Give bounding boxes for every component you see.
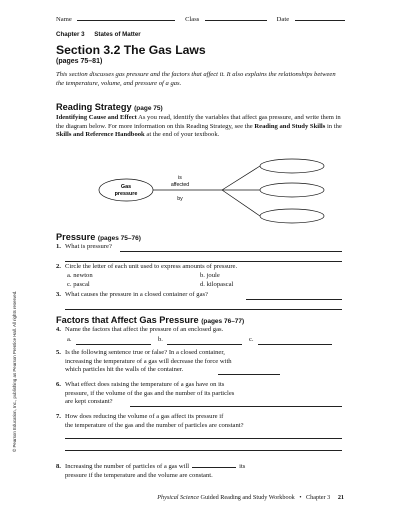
question-1 xyxy=(56,243,112,252)
question-3-answer-line[interactable] xyxy=(246,299,342,300)
question-6-line-3: are kept constant? xyxy=(65,398,113,406)
branch-line-bottom xyxy=(222,190,260,216)
footer-page-number: 21 xyxy=(337,494,344,501)
pressure-heading xyxy=(56,232,141,242)
date-field[interactable] xyxy=(295,14,345,21)
question-6-answer-line[interactable] xyxy=(130,406,342,407)
question-8-line-2: pressure if the temperature and the volume are constant. xyxy=(65,471,213,479)
name-field[interactable] xyxy=(77,14,175,21)
reading-strategy-title: Reading Strategy xyxy=(56,102,132,112)
question-1-answer-line-2[interactable] xyxy=(65,261,342,262)
question-3-answer-line-2[interactable] xyxy=(65,309,342,310)
question-6-line-1: What effect does raising the temperature of a gas have on its xyxy=(65,381,225,388)
question-5-answer-line[interactable] xyxy=(218,374,280,375)
reading-strategy-heading xyxy=(56,102,163,112)
question-2 xyxy=(56,263,237,272)
reading-strategy-text-2: in the xyxy=(326,122,342,130)
arrow-label-is: is xyxy=(178,175,182,181)
question-5-number: 5. xyxy=(56,349,61,356)
date-label: Date xyxy=(276,16,290,23)
question-4-blank-a-label: a. xyxy=(67,336,72,343)
reading-strategy-text xyxy=(56,114,343,140)
question-2-option-d[interactable]: d. kilopascal xyxy=(200,281,234,288)
cause-effect-diagram xyxy=(56,158,356,230)
effect-oval-top[interactable] xyxy=(260,159,324,173)
question-1-text: What is pressure? xyxy=(65,243,112,250)
section-pages: (pages 75–81) xyxy=(56,58,103,65)
question-5-line-3: which particles hit the walls of the container. xyxy=(65,366,184,374)
question-7-answer-line-1[interactable] xyxy=(65,438,342,439)
reading-strategy-text-1: As you read, identify the variables that affect gas pressure, and write them in the diagram below. For more information on this Reading Strategy, see the xyxy=(56,114,341,130)
footer-chapter: Chapter 3 xyxy=(306,494,331,501)
factors-pages: (pages 76–77) xyxy=(201,318,245,325)
question-7-number: 7. xyxy=(56,413,61,420)
arrow-label-by: by xyxy=(177,196,183,202)
question-7-line-1: How does reducing the volume of a gas affect its pressure if xyxy=(65,413,224,420)
question-4-blank-c[interactable] xyxy=(258,344,332,345)
question-7-answer-line-2[interactable] xyxy=(65,450,342,451)
question-2-option-c[interactable]: c. pascal xyxy=(67,281,90,288)
arrow-label-affected: affected xyxy=(170,182,190,188)
question-4 xyxy=(56,326,223,335)
copyright-sidebar: © Pearson Education, Inc., publishing as Pearson Prentice Hall. All rights reserved. xyxy=(12,290,17,452)
pressure-pages: (pages 75–76) xyxy=(97,235,141,242)
question-8-blank[interactable] xyxy=(192,461,236,468)
reading-strategy-bold-end: Skills and Reference Handbook xyxy=(56,131,145,139)
footer-book: Physical Science xyxy=(157,494,199,501)
question-4-blank-c-label: c. xyxy=(249,336,254,343)
reading-strategy-text-3: at the end of your textbook. xyxy=(146,131,220,139)
reading-strategy-lead: Identifying Cause and Effect xyxy=(56,114,137,121)
question-3 xyxy=(56,291,208,300)
question-7-line-2: the temperature of the gas and the number of particles are constant? xyxy=(65,421,244,429)
chapter-heading xyxy=(56,31,141,38)
question-8 xyxy=(56,461,245,480)
question-5-line-2: increasing the temperature of a gas will decrease the force with xyxy=(65,357,232,365)
effect-oval-middle[interactable] xyxy=(260,183,324,197)
question-2-option-b[interactable]: b. joule xyxy=(200,272,220,279)
question-4-text: Name the factors that affect the pressure of an enclosed gas. xyxy=(65,326,224,333)
reading-strategy-pages: (page 75) xyxy=(134,105,163,112)
question-4-blank-b[interactable] xyxy=(167,344,242,345)
section-title: Section 3.2 The Gas Laws xyxy=(56,43,206,57)
chapter-title: States of Matter xyxy=(94,31,141,38)
question-2-option-a[interactable]: a. newton xyxy=(67,272,93,279)
question-5 xyxy=(56,349,232,375)
question-4-blank-b-label: b. xyxy=(158,336,163,343)
question-6-number: 6. xyxy=(56,381,61,388)
branch-line-top xyxy=(222,166,260,190)
section-intro: This section discusses gas pressure and the factors that affect it. It also explains the relationships between the temperature, volume, and pressure of a gas. xyxy=(56,71,336,87)
question-1-number: 1. xyxy=(56,243,61,250)
gas-pressure-oval xyxy=(99,179,153,201)
pressure-title: Pressure xyxy=(56,232,96,242)
effect-oval-bottom[interactable] xyxy=(260,209,324,223)
question-3-number: 3. xyxy=(56,291,61,298)
question-4-blank-a[interactable] xyxy=(76,344,151,345)
question-3-text: What causes the pressure in a closed container of gas? xyxy=(65,291,208,298)
footer xyxy=(157,494,344,501)
name-label: Name xyxy=(56,16,72,23)
question-8-number: 8. xyxy=(56,463,61,470)
question-1-answer-line[interactable] xyxy=(120,251,342,252)
question-8-line-1b: its xyxy=(239,463,246,470)
question-6-line-2: pressure, if the volume of the gas and the number of its particles xyxy=(65,389,235,397)
factors-title: Factors that Affect Gas Pressure xyxy=(56,315,199,325)
question-7 xyxy=(56,413,244,430)
chapter-number: Chapter 3 xyxy=(56,31,85,38)
class-label: Class xyxy=(185,16,200,23)
footer-bullet: • xyxy=(299,494,302,501)
class-field[interactable] xyxy=(205,14,267,21)
question-4-number: 4. xyxy=(56,326,61,333)
question-5-line-1: Is the following sentence true or false? In a closed container, xyxy=(65,349,225,356)
reading-strategy-bold-mid: Reading and Study Skills xyxy=(254,122,326,130)
question-8-line-1a: Increasing the number of particles of a gas will xyxy=(65,463,190,470)
pressure-label: pressure xyxy=(114,191,138,197)
factors-heading xyxy=(56,315,244,325)
question-2-text: Circle the letter of each unit used to express amounts of pressure. xyxy=(65,263,238,270)
question-6 xyxy=(56,381,234,407)
footer-workbook: Guided Reading and Study Workbook xyxy=(200,494,295,501)
gas-label: Gas xyxy=(120,184,132,190)
question-2-number: 2. xyxy=(56,263,61,270)
header-row xyxy=(56,14,345,23)
